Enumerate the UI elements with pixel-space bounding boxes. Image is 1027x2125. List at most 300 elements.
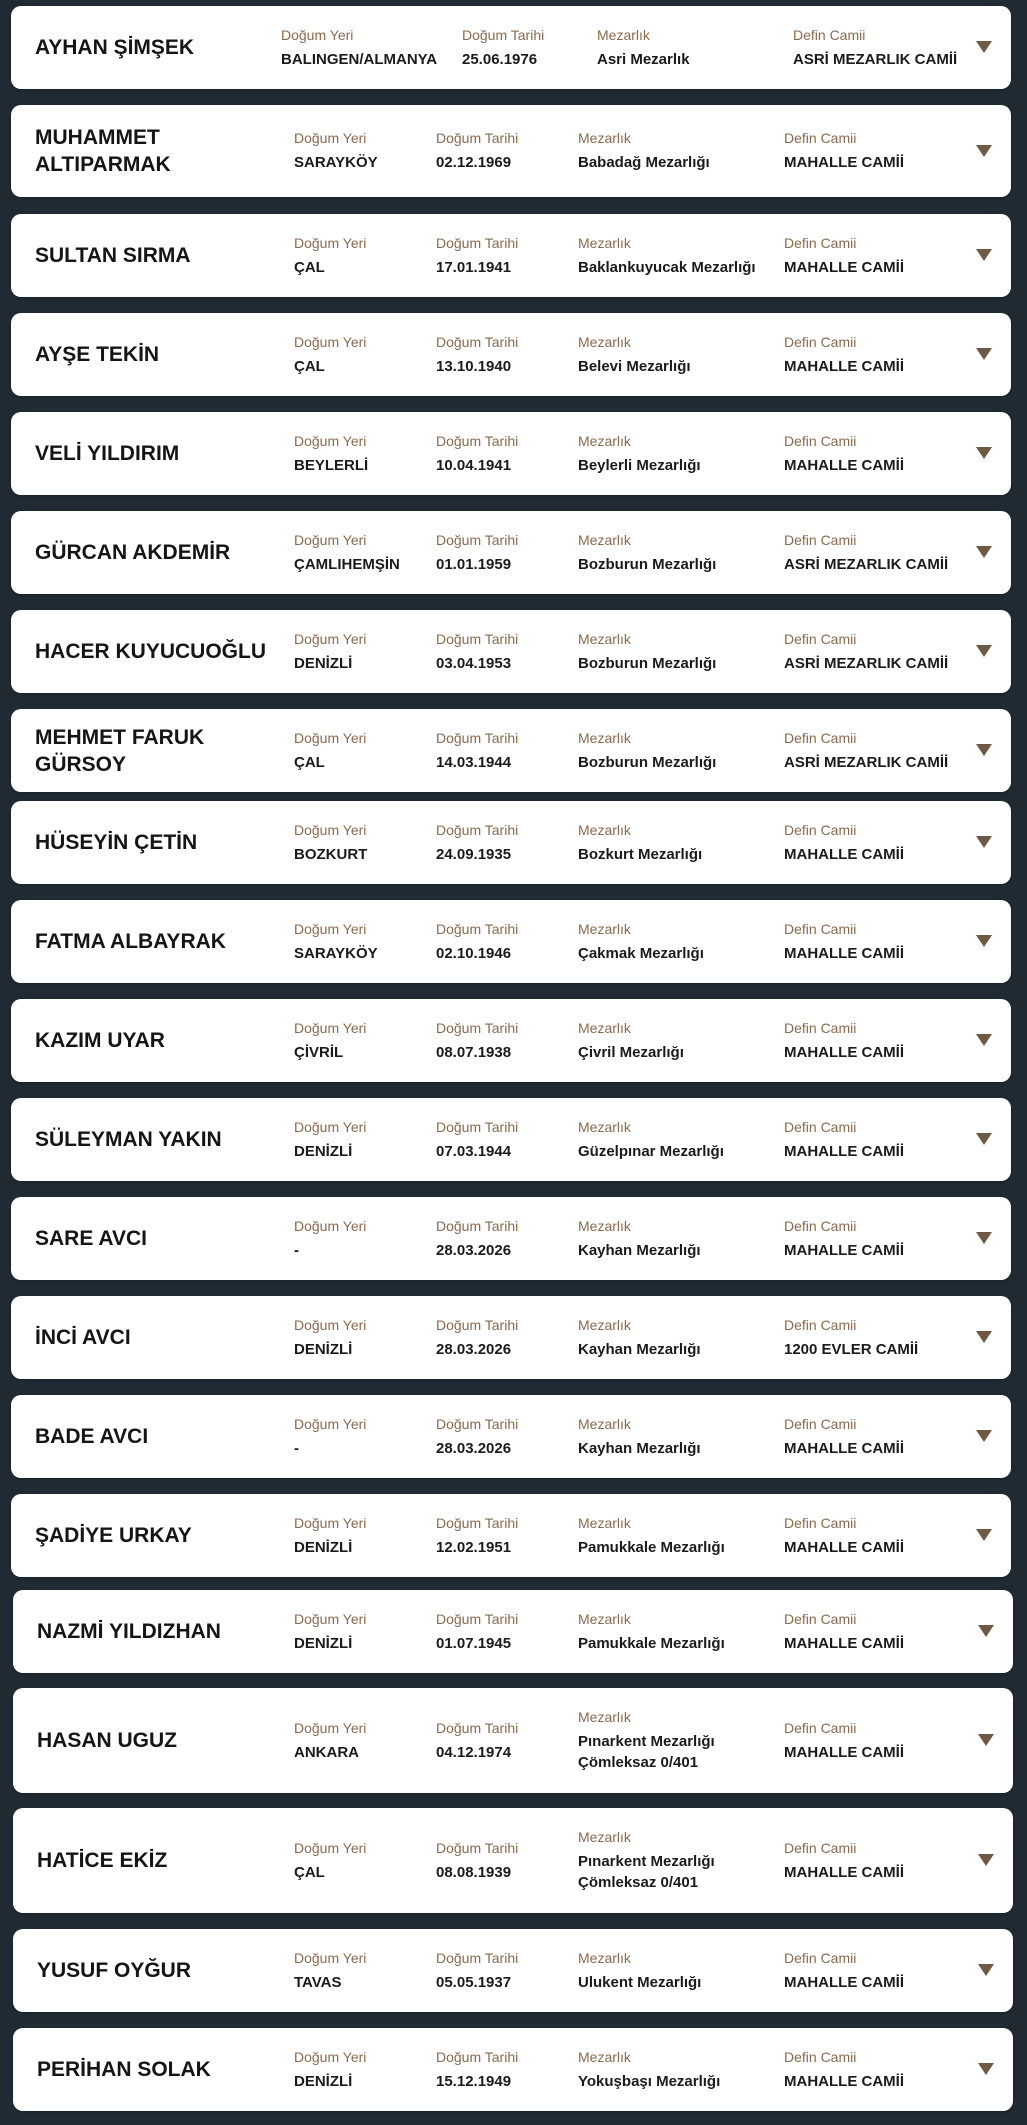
birthdate-label: Doğum Tarihi [436, 1217, 519, 1234]
mosque-label: Defin Camii [784, 1019, 857, 1036]
cemetery-field [578, 313, 691, 396]
cemetery-field [578, 412, 701, 495]
person-name: GÜRCAN AKDEMİR [35, 541, 231, 564]
birthdate-value: 15.12.1949 [436, 2072, 512, 2090]
mosque-field [793, 6, 957, 89]
caret-down-icon[interactable] [973, 1197, 995, 1280]
birthdate-label: Doğum Tarihi [436, 630, 519, 647]
person-name: HACER KUYUCUOĞLU [35, 640, 266, 663]
caret-down-icon [976, 41, 992, 54]
caret-down-icon[interactable] [973, 412, 995, 495]
caret-down-icon[interactable] [973, 511, 995, 594]
cemetery-label: Mezarlık [578, 1829, 631, 1845]
birthdate-label: Doğum Tarihi [436, 1019, 519, 1036]
birthplace-field [294, 1808, 366, 1913]
caret-down-icon[interactable] [975, 1808, 997, 1913]
birthdate-value: 28.03.2026 [436, 1439, 512, 1457]
birthplace-label: Doğum Yeri [294, 130, 367, 146]
mosque-label: Defin Camii [784, 1610, 857, 1627]
mosque-field [784, 900, 904, 983]
mosque-label: Defin Camii [784, 1415, 857, 1432]
caret-down-icon [976, 1529, 992, 1542]
record-card[interactable] [11, 6, 1011, 89]
birthplace-field [294, 1296, 366, 1379]
birthdate-value: 02.12.1969 [436, 154, 512, 171]
person-name: MUHAMMET ALTIPARMAK [35, 126, 171, 176]
birthplace-field [294, 2028, 366, 2111]
birthdate-label: Doğum Tarihi [436, 130, 519, 146]
birthdate-field [462, 6, 544, 89]
caret-down-icon[interactable] [975, 2028, 997, 2111]
cemetery-value: Pınarkent Mezarlığı [578, 1853, 715, 1870]
cemetery-value: Bozburun Mezarlığı [578, 753, 717, 771]
birthdate-field [436, 900, 518, 983]
birthplace-label: Doğum Yeri [294, 630, 367, 647]
birthplace-value: ÇİVRİL [294, 1043, 344, 1061]
person-name: SARE AVCI [35, 1227, 148, 1250]
cemetery-plot-value: Çömleksaz 0/401 [578, 1754, 699, 1771]
caret-down-icon [978, 1734, 994, 1747]
caret-down-icon [976, 645, 992, 658]
birthplace-value: ÇAL [294, 258, 325, 276]
record-card[interactable] [11, 900, 1011, 983]
mosque-value: ASRİ MEZARLIK CAMİİ [793, 50, 958, 68]
mosque-value: MAHALLE CAMİİ [784, 258, 904, 276]
birthplace-value: ÇAL [294, 357, 325, 375]
birthdate-value: 01.07.1945 [436, 1634, 512, 1652]
caret-down-icon [976, 1331, 992, 1344]
birthplace-field [294, 1197, 366, 1280]
birthdate-field [436, 1098, 518, 1181]
record-card[interactable] [11, 105, 1011, 197]
mosque-field [784, 511, 948, 594]
mosque-value: MAHALLE CAMİİ [784, 1538, 904, 1556]
mosque-label: Defin Camii [784, 2048, 857, 2065]
mosque-value: MAHALLE CAMİİ [784, 154, 904, 171]
mosque-value: MAHALLE CAMİİ [784, 1863, 904, 1881]
mosque-field [784, 999, 904, 1082]
cemetery-value: Bozburun Mezarlığı [578, 555, 717, 573]
birthplace-label: Doğum Yeri [294, 1316, 367, 1333]
birthplace-value: - [294, 1241, 299, 1259]
birthdate-value: 05.05.1937 [436, 1973, 512, 1991]
birthdate-label: Doğum Tarihi [436, 234, 519, 251]
birthplace-field [294, 412, 368, 495]
mosque-field [784, 1296, 918, 1379]
birthdate-field [436, 610, 518, 693]
birthdate-label: Doğum Tarihi [436, 1949, 519, 1966]
person-name: SULTAN SIRMA [35, 244, 191, 267]
person-name: PERİHAN SOLAK [37, 2058, 211, 2081]
birthplace-field [294, 900, 378, 983]
cemetery-value: Ulukent Mezarlığı [578, 1973, 702, 1991]
mosque-label: Defin Camii [784, 729, 857, 746]
mosque-field [784, 1098, 904, 1181]
person-name: KAZIM UYAR [35, 1029, 165, 1052]
cemetery-field [578, 1494, 725, 1577]
caret-down-icon [976, 348, 992, 361]
birthplace-field [294, 709, 366, 792]
cemetery-value: Pınarkent Mezarlığı [578, 1733, 715, 1750]
birthplace-field [294, 511, 400, 594]
cemetery-field [578, 1395, 701, 1478]
caret-down-icon[interactable] [973, 1296, 995, 1379]
birthplace-value: ANKARA [294, 1743, 359, 1761]
cemetery-field [578, 801, 702, 884]
caret-down-icon[interactable] [973, 801, 995, 884]
birthdate-value: 10.04.1941 [436, 456, 512, 474]
caret-down-icon[interactable] [973, 999, 995, 1082]
mosque-field [784, 801, 904, 884]
caret-down-icon[interactable] [973, 709, 995, 792]
cemetery-label: Mezarlık [578, 920, 631, 937]
birthdate-value: 01.01.1959 [436, 555, 512, 573]
cemetery-label: Mezarlık [578, 531, 631, 548]
birthdate-label: Doğum Tarihi [436, 821, 519, 838]
cemetery-value: Beylerli Mezarlığı [578, 456, 701, 474]
birthplace-label: Doğum Yeri [294, 432, 367, 449]
cemetery-field [578, 1808, 715, 1913]
mosque-value: MAHALLE CAMİİ [784, 845, 904, 863]
mosque-value: MAHALLE CAMİİ [784, 2072, 904, 2090]
mosque-label: Defin Camii [784, 1949, 857, 1966]
caret-down-icon [976, 249, 992, 262]
mosque-label: Defin Camii [784, 821, 857, 838]
birthplace-field [294, 1590, 366, 1673]
birthplace-value: - [294, 1439, 299, 1457]
person-name: AYHAN ŞİMŞEK [35, 36, 195, 59]
mosque-label: Defin Camii [793, 26, 866, 43]
birthplace-value: ÇAMLIHEMŞİN [294, 555, 400, 573]
mosque-value: MAHALLE CAMİİ [784, 1043, 904, 1061]
caret-down-icon[interactable] [973, 900, 995, 983]
cemetery-value: Baklankuyucak Mezarlığı [578, 258, 756, 276]
birthplace-label: Doğum Yeri [281, 26, 354, 43]
birthplace-value: DENİZLİ [294, 1340, 353, 1358]
birthdate-label: Doğum Tarihi [462, 26, 545, 43]
caret-down-icon [978, 1854, 994, 1867]
mosque-label: Defin Camii [784, 531, 857, 548]
caret-down-icon [976, 744, 992, 757]
person-name: AYŞE TEKİN [35, 343, 160, 366]
person-name: ŞADİYE URKAY [35, 1524, 192, 1547]
birthdate-value: 28.03.2026 [436, 1241, 512, 1259]
cemetery-label: Mezarlık [578, 1415, 631, 1432]
cemetery-value: Bozburun Mezarlığı [578, 654, 717, 672]
cemetery-field [578, 1197, 701, 1280]
record-card[interactable] [11, 999, 1011, 1082]
mosque-value: MAHALLE CAMİİ [784, 357, 904, 375]
person-name: HATİCE EKİZ [37, 1849, 168, 1872]
record-card[interactable] [11, 313, 1011, 396]
mosque-field [784, 1395, 904, 1478]
cemetery-value: Asri Mezarlık [597, 50, 690, 68]
mosque-label: Defin Camii [784, 1839, 857, 1856]
caret-down-icon [976, 1430, 992, 1443]
caret-down-icon[interactable] [973, 214, 995, 297]
birthdate-label: Doğum Tarihi [436, 2048, 519, 2065]
cemetery-field [578, 709, 716, 792]
caret-down-icon[interactable] [973, 6, 995, 89]
cemetery-label: Mezarlık [578, 729, 631, 746]
cemetery-value: Belevi Mezarlığı [578, 357, 691, 375]
cemetery-value: Yokuşbaşı Mezarlığı [578, 2072, 721, 2090]
cemetery-label: Mezarlık [578, 432, 631, 449]
birthdate-field [436, 1590, 518, 1673]
birthdate-label: Doğum Tarihi [436, 1610, 519, 1627]
record-card[interactable] [11, 511, 1011, 594]
caret-down-icon [976, 836, 992, 849]
caret-down-icon[interactable] [973, 610, 995, 693]
birthdate-value: 04.12.1974 [436, 1743, 512, 1761]
mosque-label: Defin Camii [784, 920, 857, 937]
cemetery-value: Pamukkale Mezarlığı [578, 1634, 725, 1652]
record-card[interactable] [11, 412, 1011, 495]
mosque-value: MAHALLE CAMİİ [784, 1439, 904, 1457]
birthdate-field [436, 1197, 518, 1280]
record-card[interactable] [11, 1098, 1011, 1181]
caret-down-icon[interactable] [973, 1494, 995, 1577]
caret-down-icon [978, 1625, 994, 1638]
cemetery-field [578, 1296, 701, 1379]
cemetery-field [578, 105, 710, 197]
mosque-value: MAHALLE CAMİİ [784, 1743, 904, 1761]
person-name: VELİ YILDIRIM [35, 442, 180, 465]
mosque-field [784, 1808, 904, 1913]
birthdate-value: 25.06.1976 [462, 50, 538, 68]
cemetery-label: Mezarlık [578, 1949, 631, 1966]
birthplace-label: Doğum Yeri [294, 1839, 367, 1856]
caret-down-icon[interactable] [973, 1098, 995, 1181]
birthplace-label: Doğum Yeri [294, 729, 367, 746]
birthdate-label: Doğum Tarihi [436, 531, 519, 548]
birthdate-field [436, 1688, 518, 1793]
cemetery-label: Mezarlık [578, 1217, 631, 1234]
mosque-field [784, 105, 904, 197]
cemetery-value: Kayhan Mezarlığı [578, 1241, 701, 1259]
cemetery-label: Mezarlık [578, 2048, 631, 2065]
birthplace-field [294, 1395, 366, 1478]
caret-down-icon [976, 1034, 992, 1047]
birthplace-label: Doğum Yeri [294, 234, 367, 251]
cemetery-label: Mezarlık [578, 1316, 631, 1333]
person-name: SÜLEYMAN YAKIN [35, 1128, 222, 1151]
cemetery-field [578, 1590, 725, 1673]
birthdate-field [436, 214, 518, 297]
person-name: HÜSEYİN ÇETİN [35, 831, 198, 854]
cemetery-label: Mezarlık [578, 1610, 631, 1627]
mosque-value: 1200 EVLER CAMİİ [784, 1340, 919, 1358]
cemetery-value: Bozkurt Mezarlığı [578, 845, 703, 863]
birthplace-field [294, 105, 378, 197]
birthplace-label: Doğum Yeri [294, 821, 367, 838]
person-name: HASAN UGUZ [37, 1729, 177, 1752]
mosque-field [784, 1929, 904, 2012]
cemetery-label: Mezarlık [578, 1514, 631, 1531]
birthdate-label: Doğum Tarihi [436, 333, 519, 350]
birthplace-value: DENİZLİ [294, 1634, 353, 1652]
mosque-label: Defin Camii [784, 234, 857, 251]
cemetery-label: Mezarlık [578, 630, 631, 647]
birthplace-value: DENİZLİ [294, 654, 353, 672]
birthplace-label: Doğum Yeri [294, 1019, 367, 1036]
mosque-label: Defin Camii [784, 1217, 857, 1234]
caret-down-icon[interactable] [975, 1929, 997, 2012]
birthplace-value: TAVAS [294, 1973, 342, 1991]
birthplace-field [294, 1098, 366, 1181]
record-card[interactable] [11, 1296, 1011, 1379]
cemetery-label: Mezarlık [578, 1118, 631, 1135]
mosque-label: Defin Camii [784, 130, 857, 146]
record-card[interactable] [11, 801, 1011, 884]
record-card[interactable] [11, 610, 1011, 693]
cemetery-field [597, 6, 690, 89]
mosque-value: MAHALLE CAMİİ [784, 1634, 904, 1652]
birthplace-field [294, 1494, 366, 1577]
mosque-label: Defin Camii [784, 333, 857, 350]
mosque-value: MAHALLE CAMİİ [784, 1241, 904, 1259]
mosque-field [784, 412, 904, 495]
cemetery-label: Mezarlık [578, 821, 631, 838]
birthdate-field [436, 412, 518, 495]
caret-down-icon [976, 1133, 992, 1146]
birthdate-value: 14.03.1944 [436, 753, 512, 771]
mosque-field [784, 313, 904, 396]
record-card[interactable] [11, 1494, 1011, 1577]
caret-down-icon[interactable] [973, 313, 995, 396]
mosque-value: MAHALLE CAMİİ [784, 456, 904, 474]
mosque-label: Defin Camii [784, 1514, 857, 1531]
cemetery-field [578, 999, 684, 1082]
caret-down-icon [976, 447, 992, 460]
birthdate-field [436, 1296, 518, 1379]
birthdate-label: Doğum Tarihi [436, 432, 519, 449]
birthplace-field [294, 610, 366, 693]
birthplace-label: Doğum Yeri [294, 1949, 367, 1966]
birthplace-field [294, 214, 366, 297]
birthdate-field [436, 999, 518, 1082]
birthdate-field [436, 1494, 518, 1577]
person-name: YUSUF OYĞUR [37, 1959, 192, 1982]
birthplace-label: Doğum Yeri [294, 1610, 367, 1627]
birthdate-label: Doğum Tarihi [436, 729, 519, 746]
caret-down-icon [978, 2063, 994, 2076]
birthdate-field [436, 2028, 518, 2111]
record-card[interactable] [13, 1590, 1013, 1673]
birthdate-field [436, 1929, 518, 2012]
caret-down-icon[interactable] [975, 1590, 997, 1673]
record-card[interactable] [13, 2028, 1013, 2111]
mosque-field [784, 214, 904, 297]
birthdate-label: Doğum Tarihi [436, 1514, 519, 1531]
birthdate-value: 17.01.1941 [436, 258, 512, 276]
mosque-label: Defin Camii [784, 630, 857, 647]
birthplace-value: BEYLERLİ [294, 456, 369, 474]
birthplace-label: Doğum Yeri [294, 1415, 367, 1432]
birthdate-value: 07.03.1944 [436, 1142, 512, 1160]
birthplace-field [294, 313, 366, 396]
cemetery-label: Mezarlık [578, 234, 631, 251]
cemetery-field [578, 214, 756, 297]
birthplace-value: SARAYKÖY [294, 944, 378, 962]
mosque-label: Defin Camii [784, 1719, 857, 1736]
birthplace-value: DENİZLİ [294, 1538, 353, 1556]
birthdate-field [436, 709, 518, 792]
cemetery-value: Babadağ Mezarlığı [578, 154, 710, 171]
mosque-field [784, 1197, 904, 1280]
record-card[interactable] [11, 709, 1011, 792]
record-card[interactable] [13, 1808, 1013, 1913]
mosque-value: ASRİ MEZARLIK CAMİİ [784, 555, 949, 573]
cemetery-label: Mezarlık [578, 1709, 631, 1725]
mosque-field [784, 1590, 904, 1673]
birthplace-field [294, 801, 367, 884]
cemetery-field [578, 1688, 715, 1793]
mosque-value: MAHALLE CAMİİ [784, 1973, 904, 1991]
cemetery-value: Pamukkale Mezarlığı [578, 1538, 725, 1556]
record-card[interactable] [13, 1929, 1013, 2012]
birthplace-value: BALINGEN/ALMANYA [281, 50, 438, 68]
birthplace-value: ÇAL [294, 1863, 325, 1881]
caret-down-icon [976, 935, 992, 948]
birthdate-value: 24.09.1935 [436, 845, 512, 863]
mosque-label: Defin Camii [784, 1316, 857, 1333]
mosque-value: MAHALLE CAMİİ [784, 944, 904, 962]
cemetery-field [578, 2028, 720, 2111]
birthplace-label: Doğum Yeri [294, 1118, 367, 1135]
birthdate-field [436, 313, 518, 396]
mosque-label: Defin Camii [784, 432, 857, 449]
birthplace-value: ÇAL [294, 753, 325, 771]
caret-down-icon [976, 145, 992, 158]
mosque-value: MAHALLE CAMİİ [784, 1142, 904, 1160]
caret-down-icon [978, 1964, 994, 1977]
mosque-field [784, 610, 948, 693]
cemetery-label: Mezarlık [578, 1019, 631, 1036]
mosque-value: ASRİ MEZARLIK CAMİİ [784, 654, 949, 672]
cemetery-field [578, 900, 704, 983]
record-card[interactable] [11, 1395, 1011, 1478]
caret-down-icon[interactable] [975, 1688, 997, 1793]
caret-down-icon[interactable] [973, 1395, 995, 1478]
birthdate-value: 13.10.1940 [436, 357, 512, 375]
birthdate-label: Doğum Tarihi [436, 1316, 519, 1333]
caret-down-icon[interactable] [973, 105, 995, 197]
mosque-field [784, 1494, 904, 1577]
birthplace-label: Doğum Yeri [294, 333, 367, 350]
birthplace-field [294, 1688, 366, 1793]
birthdate-field [436, 105, 518, 197]
birthdate-value: 08.07.1938 [436, 1043, 512, 1061]
record-card[interactable] [11, 214, 1011, 297]
birthplace-field [294, 999, 366, 1082]
mosque-value: ASRİ MEZARLIK CAMİİ [784, 753, 949, 771]
cemetery-field [578, 1098, 724, 1181]
record-card[interactable] [11, 1197, 1011, 1280]
birthdate-field [436, 1808, 518, 1913]
caret-down-icon [976, 546, 992, 559]
record-card[interactable] [13, 1688, 1013, 1793]
birthdate-value: 02.10.1946 [436, 944, 512, 962]
birthplace-field [294, 1929, 366, 2012]
cemetery-value: Güzelpınar Mezarlığı [578, 1142, 724, 1160]
birthplace-label: Doğum Yeri [294, 1217, 367, 1234]
mosque-field [784, 2028, 904, 2111]
person-name: İNCİ AVCI [35, 1326, 131, 1349]
cemetery-label: Mezarlık [578, 333, 631, 350]
birthdate-value: 28.03.2026 [436, 1340, 512, 1358]
cemetery-field [578, 511, 716, 594]
